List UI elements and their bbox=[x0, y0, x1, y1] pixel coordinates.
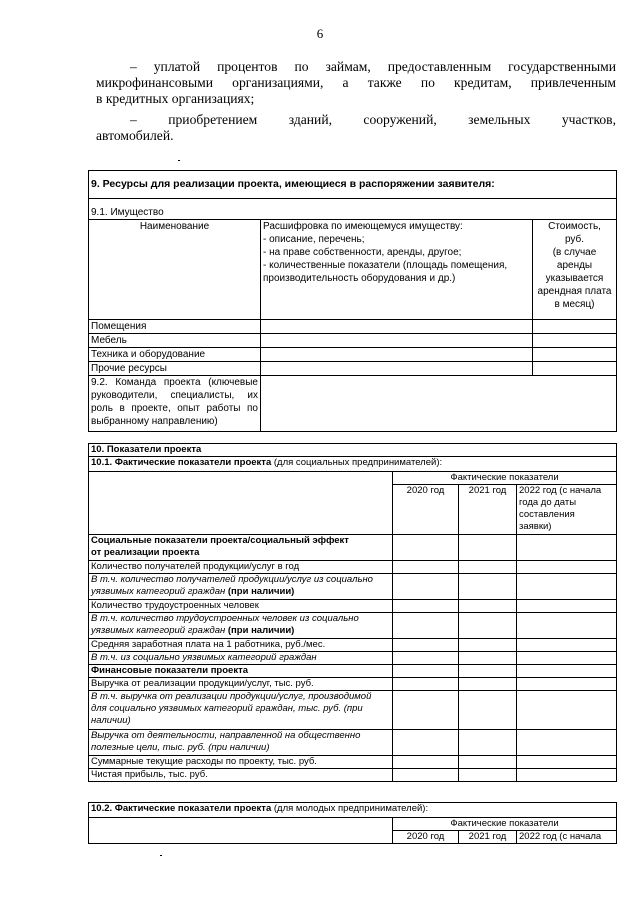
row-label: Количество получателей продукции/услуг в год bbox=[89, 561, 393, 574]
year-header: 2020 год bbox=[393, 831, 459, 844]
label-line: Выручка от деятельности, направленной на общественно bbox=[91, 730, 361, 741]
row-label: Прочие ресурсы bbox=[89, 361, 261, 375]
column-header-name: Наименование bbox=[89, 219, 261, 319]
input-cell[interactable] bbox=[459, 665, 517, 678]
team-label bbox=[89, 375, 261, 431]
group-header: Фактические показатели bbox=[393, 472, 617, 485]
year-header: 2022 год (с начала bbox=[517, 831, 617, 844]
spacer-row bbox=[89, 199, 617, 207]
row-label bbox=[89, 613, 393, 639]
input-cell[interactable] bbox=[517, 561, 617, 574]
label-line: руководители, специалисты, их bbox=[91, 389, 258, 401]
input-cell[interactable] bbox=[517, 535, 617, 561]
label-line: выбранному направлению) bbox=[91, 415, 218, 427]
input-cell[interactable] bbox=[459, 600, 517, 613]
subsection-9-1: 9.1. Имущество bbox=[89, 207, 617, 220]
input-cell[interactable] bbox=[261, 319, 533, 333]
header-line: - количественные показатели (площадь помещения, bbox=[263, 259, 508, 271]
input-cell[interactable] bbox=[517, 639, 617, 652]
paragraph-acquisition bbox=[96, 112, 616, 144]
label-note: (при наличии) bbox=[225, 625, 295, 636]
row-label bbox=[89, 691, 393, 730]
group-header: Фактические показатели bbox=[393, 818, 617, 831]
row-label: Выручка от реализации продукции/услуг, тыс. руб. bbox=[89, 678, 393, 691]
header-line: Стоимость, bbox=[548, 220, 601, 232]
label-line: 9.2. Команда проекта (ключевые bbox=[91, 376, 258, 388]
input-cell[interactable] bbox=[393, 574, 459, 600]
input-cell[interactable] bbox=[459, 769, 517, 782]
year-header bbox=[517, 485, 617, 535]
row-label: Техника и оборудование bbox=[89, 347, 261, 361]
row-label bbox=[89, 730, 393, 756]
header-line: 2022 год (с начала bbox=[519, 485, 602, 496]
paragraph-line: – приобретением зданий, сооружений, земельных участков, bbox=[130, 112, 616, 127]
subsection-note: (для социальных предпринимателей): bbox=[271, 457, 443, 468]
header-line: руб. bbox=[564, 233, 585, 245]
input-cell[interactable] bbox=[517, 769, 617, 782]
header-line: заявки) bbox=[519, 521, 552, 532]
paragraph-line: в кредитных организациях; bbox=[96, 91, 255, 106]
label-line: наличии) bbox=[91, 715, 131, 726]
input-cell[interactable] bbox=[533, 361, 617, 375]
input-cell[interactable] bbox=[517, 652, 617, 665]
input-cell[interactable] bbox=[517, 574, 617, 600]
header-line: (в случае bbox=[552, 246, 597, 258]
label-line: от реализации проекта bbox=[91, 547, 200, 558]
input-cell[interactable] bbox=[261, 361, 533, 375]
label-line: роль в проекте, опыт работы по bbox=[91, 402, 258, 414]
header-line: года до даты bbox=[519, 497, 577, 508]
input-cell[interactable] bbox=[393, 613, 459, 639]
header-line: - на праве собственности, аренды, другое; bbox=[263, 246, 462, 258]
label-line: для социально уязвимых категорий граждан, тыс. руб. (при bbox=[91, 703, 363, 714]
label-note: (при наличии) bbox=[225, 586, 295, 597]
input-cell[interactable] bbox=[517, 600, 617, 613]
column-header-description bbox=[261, 219, 533, 319]
label-line: уязвимых категорий граждан bbox=[91, 586, 226, 597]
team-input-cell[interactable] bbox=[261, 375, 617, 431]
row-label: Количество трудоустроенных человек bbox=[89, 600, 393, 613]
row-label: В т.ч. из социально уязвимых категорий граждан bbox=[89, 652, 393, 665]
label-line: полезные цели, тыс. руб. (при наличии) bbox=[91, 742, 270, 753]
input-cell[interactable] bbox=[261, 333, 533, 347]
header-line: аренды bbox=[556, 259, 593, 271]
input-cell[interactable] bbox=[459, 574, 517, 600]
input-cell[interactable] bbox=[393, 665, 459, 678]
label-line: Социальные показатели проекта/социальный эффект bbox=[91, 535, 349, 546]
row-label: Суммарные текущие расходы по проекту, тыс. руб. bbox=[89, 756, 393, 769]
input-cell[interactable] bbox=[393, 561, 459, 574]
indicators-table bbox=[88, 443, 617, 782]
input-cell[interactable] bbox=[459, 691, 517, 730]
row-label: Финансовые показатели проекта bbox=[89, 665, 393, 678]
header-line: арендная плата bbox=[537, 285, 612, 297]
row-label bbox=[89, 574, 393, 600]
header-line: производительность оборудования и др.) bbox=[263, 272, 456, 284]
subsection-title: 10.1. Фактические показатели проекта bbox=[91, 457, 272, 468]
input-cell[interactable] bbox=[459, 678, 517, 691]
input-cell[interactable] bbox=[459, 639, 517, 652]
input-cell[interactable] bbox=[459, 652, 517, 665]
input-cell[interactable] bbox=[517, 691, 617, 730]
header-line: - описание, перечень; bbox=[263, 233, 365, 245]
column-header-cost bbox=[533, 219, 617, 319]
input-cell[interactable] bbox=[533, 319, 617, 333]
label-line: В т.ч. выручка от реализации продукции/услуг, производимой bbox=[91, 691, 372, 702]
subsection-10-2 bbox=[89, 803, 617, 818]
input-cell[interactable] bbox=[393, 639, 459, 652]
input-cell[interactable] bbox=[393, 600, 459, 613]
label-line: В т.ч. количество получателей продукции/услуг из социально bbox=[91, 574, 373, 585]
year-header: 2021 год bbox=[459, 831, 517, 844]
input-cell[interactable] bbox=[393, 691, 459, 730]
resources-table bbox=[88, 170, 617, 432]
input-cell[interactable] bbox=[393, 756, 459, 769]
input-cell[interactable] bbox=[261, 347, 533, 361]
section-9-title: 9. Ресурсы для реализации проекта, имеющиеся в распоряжении заявителя: bbox=[89, 171, 617, 199]
paragraph-line: микрофинансовыми организациями, а также по кредитам, привлеченным bbox=[96, 75, 616, 90]
input-cell[interactable] bbox=[459, 561, 517, 574]
header-line: в месяц) bbox=[554, 298, 595, 310]
section-10-title: 10. Показатели проекта bbox=[89, 444, 617, 457]
input-cell[interactable] bbox=[393, 730, 459, 756]
label-line: уязвимых категорий граждан bbox=[91, 625, 226, 636]
input-cell[interactable] bbox=[517, 678, 617, 691]
input-cell[interactable] bbox=[517, 613, 617, 639]
row-label: Средняя заработная плата на 1 работника, руб./мес. bbox=[89, 639, 393, 652]
paragraph-line: автомобилей. bbox=[96, 128, 174, 143]
input-cell[interactable] bbox=[393, 678, 459, 691]
input-cell[interactable] bbox=[393, 769, 459, 782]
mark bbox=[160, 855, 162, 856]
input-cell[interactable] bbox=[517, 756, 617, 769]
input-cell[interactable] bbox=[393, 535, 459, 561]
header-line: Расшифровка по имеющемуся имуществу: bbox=[263, 220, 463, 232]
input-cell[interactable] bbox=[533, 347, 617, 361]
input-cell[interactable] bbox=[517, 730, 617, 756]
subsection-10-1 bbox=[89, 457, 617, 472]
input-cell[interactable] bbox=[533, 333, 617, 347]
year-header: 2020 год bbox=[393, 485, 459, 535]
row-label: Мебель bbox=[89, 333, 261, 347]
subsection-title: 10.2. Фактические показатели проекта bbox=[91, 803, 272, 814]
label-line: В т.ч. количество трудоустроенных человек из социально bbox=[91, 613, 359, 624]
input-cell[interactable] bbox=[459, 730, 517, 756]
paragraph-loans bbox=[96, 59, 616, 107]
input-cell[interactable] bbox=[393, 652, 459, 665]
paragraph-line: – уплатой процентов по займам, предоставленным государственными bbox=[130, 59, 616, 74]
input-cell[interactable] bbox=[459, 535, 517, 561]
row-label: Чистая прибыль, тыс. руб. bbox=[89, 769, 393, 782]
header-line: указывается bbox=[545, 272, 604, 284]
header-blank bbox=[89, 818, 393, 844]
subsection-note: (для молодых предпринимателей): bbox=[271, 803, 429, 814]
row-label bbox=[89, 535, 393, 561]
young-entrepreneurs-table bbox=[88, 802, 617, 844]
mark bbox=[178, 160, 180, 161]
header-blank bbox=[89, 472, 393, 535]
page-number: 6 bbox=[316, 26, 324, 41]
year-header: 2021 год bbox=[459, 485, 517, 535]
input-cell[interactable] bbox=[517, 665, 617, 678]
header-line: составления bbox=[519, 509, 575, 520]
input-cell[interactable] bbox=[459, 756, 517, 769]
input-cell[interactable] bbox=[459, 613, 517, 639]
row-label: Помещения bbox=[89, 319, 261, 333]
